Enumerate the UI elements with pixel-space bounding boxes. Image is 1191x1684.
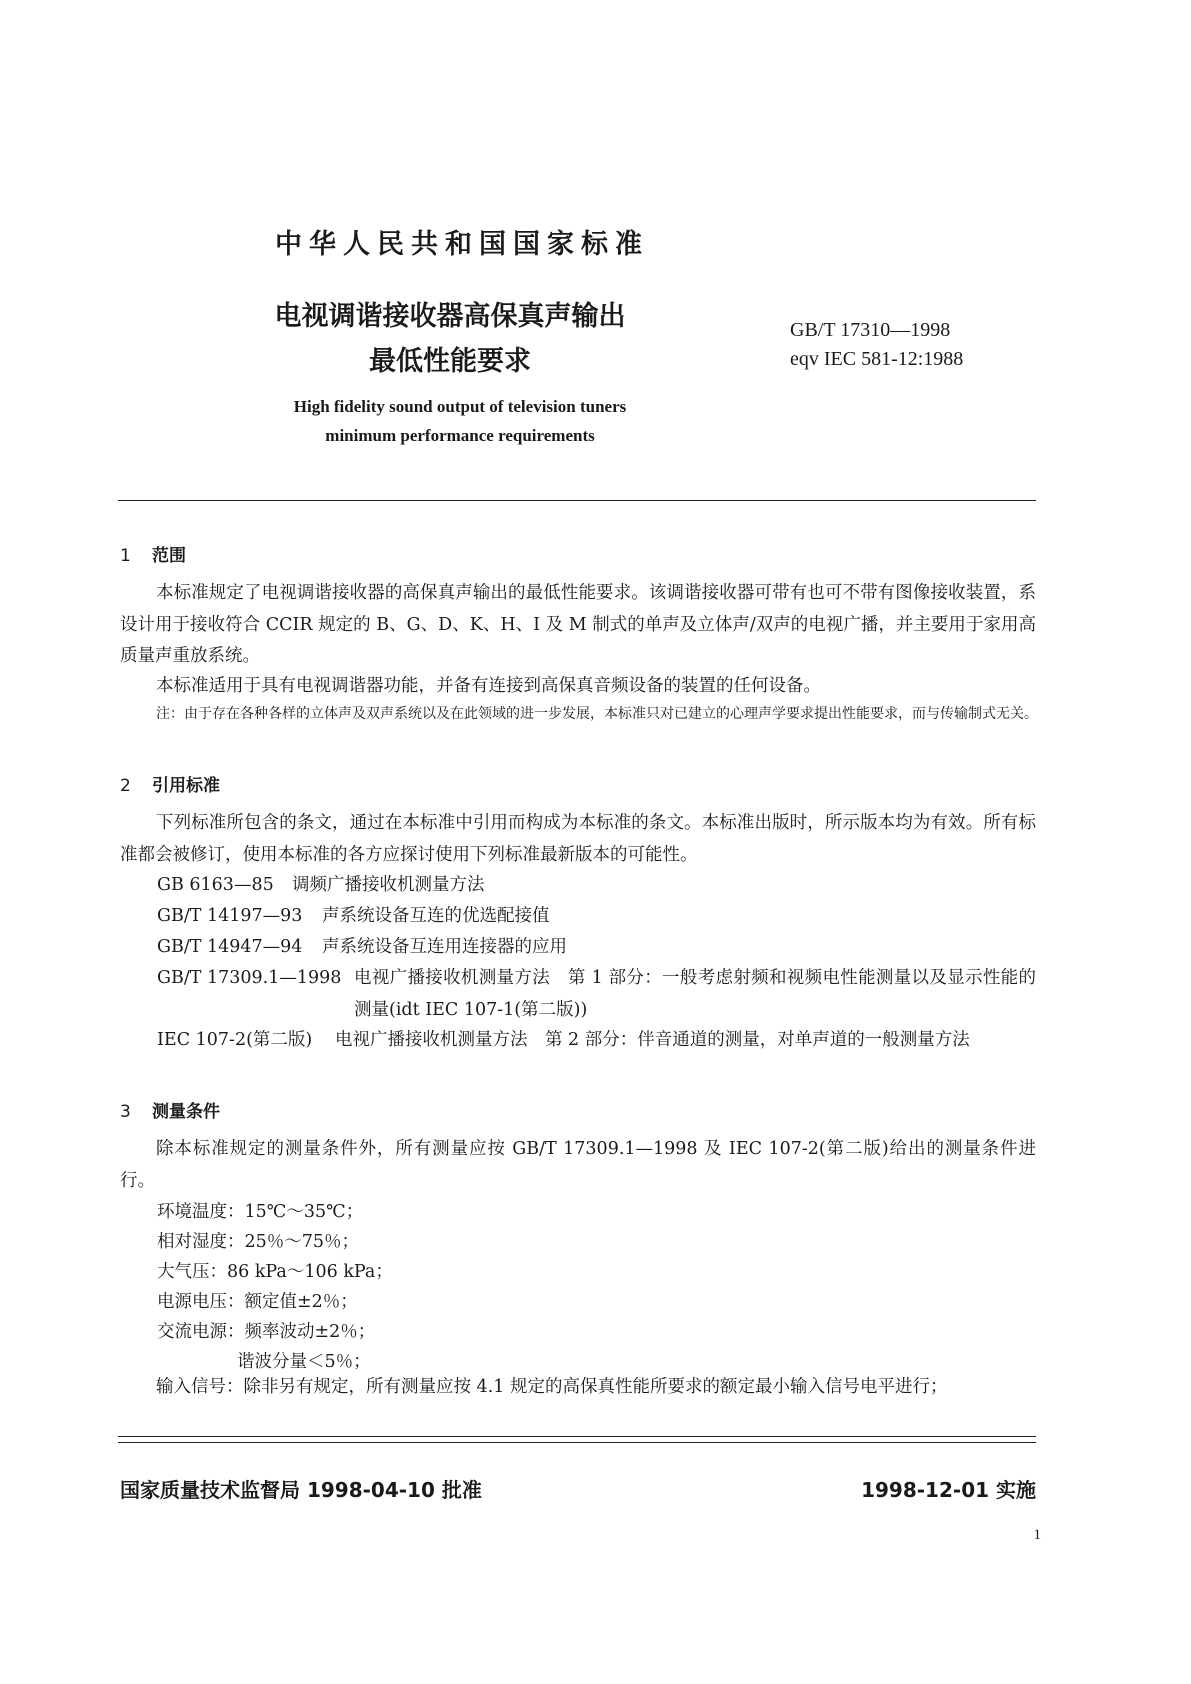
ref-title: 声系统设备互连用连接器的应用: [322, 937, 567, 957]
section1-number: 1: [120, 546, 131, 566]
section1-heading: [120, 541, 186, 566]
section3-title: 测量条件: [152, 1102, 220, 1122]
equivalent-code: eqv IEC 581-12:1988: [790, 348, 964, 370]
section3-para1: 除本标准规定的测量条件外，所有测量应按 GB/T 17309.1—1998 及 IEC 107-2(第二版)给出的测量条件进行。: [120, 1139, 1036, 1191]
section2-number: 2: [120, 776, 131, 796]
condition-input-signal: 输入信号：除非另有规定，所有测量应按 4.1 规定的高保真性能所要求的额定最小输入信号电平进行；: [156, 1377, 948, 1397]
header-divider: [118, 500, 1036, 501]
title-cn-line1: 电视调谐接收器高保真声输出: [274, 301, 626, 332]
condition-voltage: 电源电压：额定值±2％；: [157, 1292, 358, 1312]
ref-title: 电视广播接收机测量方法 第 1 部分：一般考虑射频和视频电性能测量以及显示性能的测量(idt IEC 107-1(第二版)): [354, 968, 1036, 1020]
section3-number: 3: [120, 1102, 131, 1122]
ref-row: [157, 870, 1036, 902]
title-cn-line2: 最低性能要求: [369, 346, 531, 377]
footer-divider-bottom: [118, 1442, 1036, 1443]
condition-ac-power: 交流电源：频率波动±2％；: [157, 1322, 376, 1342]
ref-code: GB/T 17309.1—1998: [157, 968, 342, 988]
ref-row: [157, 901, 1036, 933]
ref-title: 调频广播接收机测量方法: [292, 875, 485, 895]
ref-code: IEC 107-2(第二版): [157, 1030, 313, 1050]
section2-title: 引用标准: [152, 776, 220, 796]
implementation-line: 1998-12-01 实施: [861, 1478, 1036, 1502]
ref-title: 声系统设备互连的优选配接值: [322, 906, 550, 926]
section2-para1: 下列标准所包含的条文，通过在本标准中引用而构成为本标准的条文。本标准出版时，所示版本均为有效。所有标准都会被修订，使用本标准的各方应探讨使用下列标准最新版本的可能性。: [120, 813, 1036, 865]
ref-code: GB/T 14947—94: [157, 937, 303, 957]
title-en-line1: High fidelity sound output of television tuners: [293, 397, 627, 416]
title-en-line2: minimum performance requirements: [325, 426, 595, 445]
page-number: 1: [1033, 1527, 1041, 1543]
national-standard-heading: 中华人民共和国国家标准: [275, 229, 649, 260]
footer-divider-top: [118, 1436, 1036, 1437]
section1-para2: 本标准适用于具有电视调谐器功能，并备有连接到高保真音频设备的装置的任何设备。: [156, 676, 821, 696]
standard-code: GB/T 17310—1998: [790, 319, 951, 341]
section1-note: 注：由于存在各种各样的立体声及双声系统以及在此领域的进一步发展，本标准只对已建立的心理声学要求提出性能要求，而与传输制式无关。: [156, 706, 1038, 722]
ref-code: GB 6163—85: [157, 875, 274, 895]
condition-harmonic: 谐波分量＜5％；: [237, 1352, 371, 1372]
ref-row: [157, 1025, 1036, 1057]
condition-pressure: 大气压：86 kPa～106 kPa；: [157, 1262, 393, 1282]
ref-row: [157, 932, 1036, 964]
approval-line: 国家质量技术监督局 1998-04-10 批准: [120, 1478, 482, 1502]
ref-title: 电视广播接收机测量方法 第 2 部分：伴音通道的测量，对单声道的一般测量方法: [335, 1030, 970, 1050]
ref-row: [157, 963, 1036, 1026]
condition-humidity: 相对湿度：25％～75％；: [157, 1232, 360, 1252]
section1-title: 范围: [152, 546, 186, 566]
section3-heading: [120, 1097, 220, 1122]
condition-temperature: 环境温度：15℃～35℃；: [157, 1202, 364, 1222]
section1-para1: 本标准规定了电视调谐接收器的高保真声输出的最低性能要求。该调谐接收器可带有也可不带有图像接收装置，系设计用于接收符合 CCIR 规定的 B、G、D、K、H、I 及 M 制式的单声及立体声/双声的电视广播，并主要用于家用高质量声重放系统。: [120, 583, 1036, 666]
ref-code: GB/T 14197—93: [157, 906, 303, 926]
section2-heading: [120, 771, 220, 796]
